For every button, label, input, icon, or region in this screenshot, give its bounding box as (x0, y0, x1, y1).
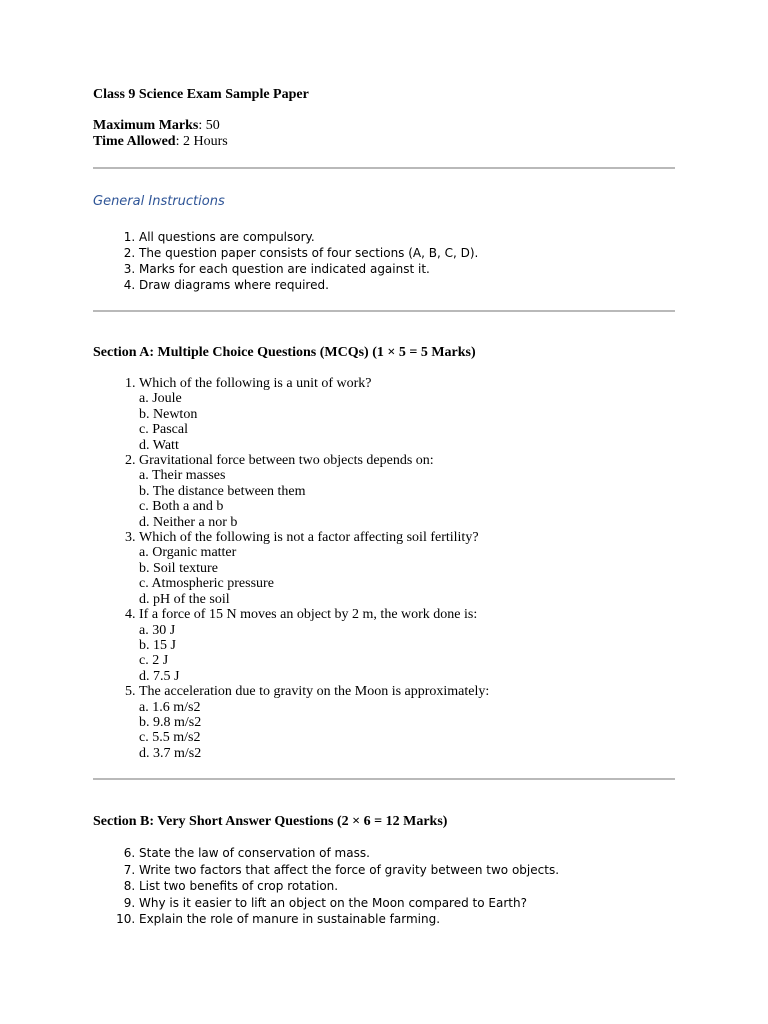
list-item: 8. List two benefits of crop rotation. (139, 878, 675, 895)
question-item (139, 607, 675, 684)
question-text: Which of the following is not a factor affecting soil fertility? (139, 530, 479, 546)
section-a-questions (93, 376, 675, 761)
question-text: If a force of 15 N moves an object by 2 m, the work done is: (139, 607, 478, 623)
option: a. Organic matter (139, 545, 237, 561)
option: c. Atmospheric pressure (139, 576, 274, 592)
time-allowed-value: : 2 Hours (175, 134, 228, 149)
option: b. 9.8 m/s2 (139, 714, 202, 730)
list-item: 1. All questions are compulsory. (139, 229, 675, 245)
option: b. The distance between them (139, 483, 306, 499)
max-marks-label: Maximum Marks (93, 118, 199, 133)
question-item (139, 453, 675, 530)
list-item: 2. The question paper consists of four sections (A, B, C, D). (139, 245, 675, 261)
time-allowed-label: Time Allowed (93, 134, 176, 149)
paper-meta (93, 118, 675, 150)
paper-title: Class 9 Science Exam Sample Paper (93, 87, 309, 102)
list-item: 3. Marks for each question are indicated against it. (139, 261, 675, 277)
list-item: 10. Explain the role of manure in sustainable farming. (139, 911, 675, 928)
option: c. 2 J (139, 653, 169, 669)
option: b. 15 J (139, 637, 176, 653)
question-item (139, 376, 675, 453)
section-b-questions (93, 845, 675, 928)
question-item (139, 530, 675, 607)
option: c. Pascal (139, 422, 188, 438)
list-item: 6. State the law of conservation of mass. (139, 845, 675, 862)
question-text: Which of the following is a unit of work? (139, 376, 372, 391)
option: d. Watt (139, 437, 179, 453)
list-item: 4. Draw diagrams where required. (139, 277, 675, 293)
option: c. 5.5 m/s2 (139, 730, 201, 746)
section-a-heading: Section A: Multiple Choice Questions (MCQs) (1 × 5 = 5 Marks) (93, 345, 476, 360)
section-b-heading: Section B: Very Short Answer Questions (2 × 6 = 12 Marks) (93, 814, 448, 830)
divider (93, 167, 675, 169)
max-marks-value: : 50 (198, 118, 220, 133)
divider (93, 310, 675, 312)
option: a. Their masses (139, 468, 226, 484)
list-item: 7. Write two factors that affect the force of gravity between two objects. (139, 862, 675, 879)
exam-paper (93, 86, 675, 928)
question-text: Gravitational force between two objects depends on: (139, 453, 434, 469)
question-text: The acceleration due to gravity on the Moon is approximately: (139, 684, 490, 700)
question-item (139, 684, 675, 761)
option: a. 30 J (139, 622, 176, 638)
option: a. 1.6 m/s2 (139, 699, 201, 715)
option: d. Neither a nor b (139, 514, 238, 530)
option: c. Both a and b (139, 499, 224, 515)
divider (93, 778, 675, 780)
option: a. Joule (139, 391, 182, 407)
instructions-list (93, 229, 675, 293)
option: d. 7.5 J (139, 668, 180, 684)
list-item: 9. Why is it easier to lift an object on the Moon compared to Earth? (139, 895, 675, 912)
option: d. 3.7 m/s2 (139, 745, 202, 761)
option: b. Soil texture (139, 560, 218, 576)
option: d. pH of the soil (139, 591, 230, 607)
time-allowed-line (93, 134, 675, 150)
instructions-heading: General Instructions (93, 194, 225, 209)
max-marks-line (93, 118, 675, 134)
option: b. Newton (139, 406, 198, 422)
